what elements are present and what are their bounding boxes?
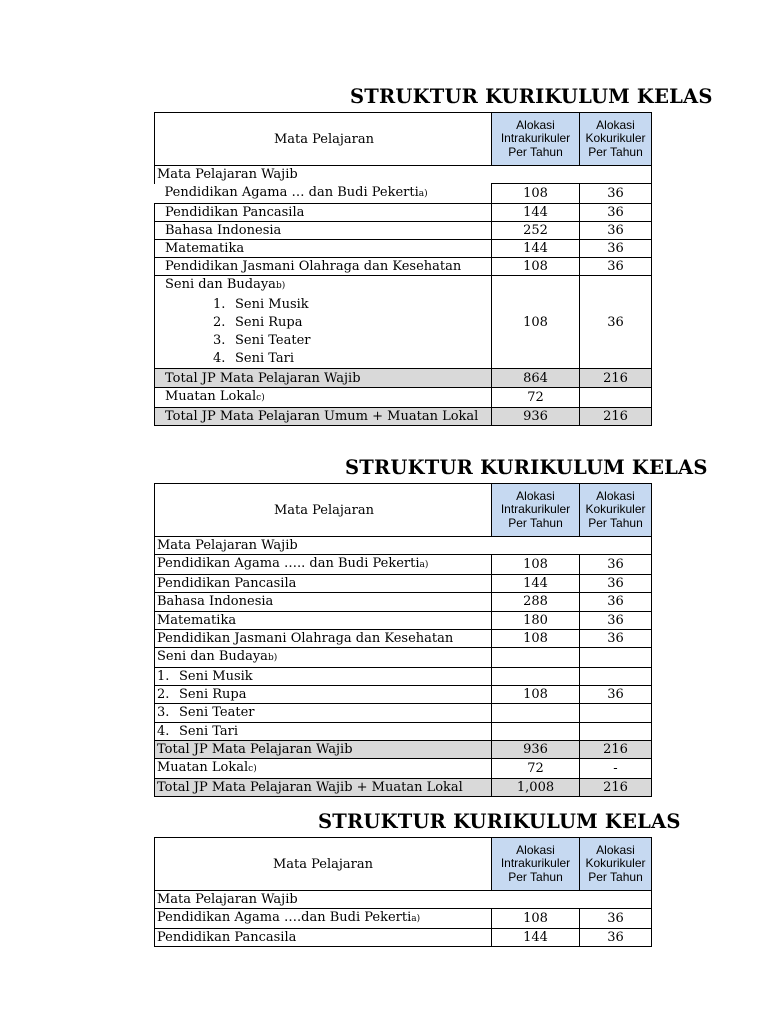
- seni-kokur: 36: [580, 276, 652, 369]
- row-kokur: 36: [580, 240, 652, 258]
- mulok-row: [155, 758, 652, 778]
- seni-header-row: [155, 647, 652, 667]
- mulok-row: [155, 387, 652, 407]
- section-2-title-wrap: [0, 456, 708, 479]
- row-kokur: 36: [580, 203, 652, 221]
- footnote-marker: b): [267, 652, 278, 663]
- curriculum-table-2: [154, 483, 652, 797]
- header-intrakurikuler: Alokasi Intrakurikuler Per Tahun: [492, 484, 580, 537]
- list-row: [155, 686, 652, 704]
- table-row: [155, 611, 652, 629]
- total-all-label: Total JP Mata Pelajaran Umum + Muatan Lokal: [155, 407, 492, 425]
- section-1-title-wrap: [0, 85, 713, 108]
- row-label: Pendidikan Jasmani Olahraga dan Kesehatan: [155, 258, 492, 276]
- header-intrakurikuler: Alokasi Intrakurikuler Per Tahun: [492, 838, 580, 891]
- row-label: Matematika: [155, 240, 492, 258]
- list-item: Seni Teater: [235, 333, 311, 349]
- seni-label: Seni dan Budaya: [157, 648, 268, 664]
- header-intrakurikuler: Alokasi Intrakurikuler Per Tahun: [492, 113, 580, 166]
- total-all-kokur: 216: [580, 778, 652, 796]
- list-number: 2.: [213, 314, 226, 330]
- table-row: [155, 555, 652, 575]
- table-row: [155, 203, 652, 221]
- total-kokur: 216: [580, 740, 652, 758]
- list-row: [155, 722, 652, 740]
- total-all-row: [155, 778, 652, 796]
- row-intra: 180: [492, 611, 580, 629]
- header-kokurikuler: Alokasi Kokurikuler Per Tahun: [580, 484, 652, 537]
- row-intra: 108: [492, 184, 580, 204]
- row-label: Pendidikan Agama ….dan Budi Pekerti: [157, 910, 412, 926]
- seni-row: [155, 276, 652, 369]
- row-kokur: 36: [580, 629, 652, 647]
- row-label: Bahasa Indonesia: [155, 593, 492, 611]
- header-mata-pelajaran: Mata Pelajaran: [155, 113, 492, 166]
- header-kokurikuler: Alokasi Kokurikuler Per Tahun: [580, 838, 652, 891]
- row-kokur: 36: [580, 593, 652, 611]
- list-number: 1.: [157, 669, 170, 685]
- list-item: Seni Rupa: [235, 314, 303, 330]
- mulok-kokur: [580, 387, 652, 407]
- footnote-marker: a): [418, 188, 428, 199]
- row-intra: 108: [492, 555, 580, 575]
- list-row: [155, 667, 652, 685]
- seni-intra: 108: [492, 276, 580, 369]
- row-intra: 144: [492, 240, 580, 258]
- section-1-title: STRUKTUR KURIKULUM KELAS: [350, 85, 713, 108]
- row-label: Pendidikan Pancasila: [155, 203, 492, 221]
- group-label: Mata Pelajaran Wajib: [155, 537, 652, 555]
- mulok-intra: 72: [492, 758, 580, 778]
- row-kokur: 36: [580, 575, 652, 593]
- total-intra: 864: [492, 369, 580, 387]
- row-kokur: 36: [580, 258, 652, 276]
- header-kokurikuler: Alokasi Kokurikuler Per Tahun: [580, 113, 652, 166]
- total-all-intra: 936: [492, 407, 580, 425]
- group-label: Mata Pelajaran Wajib: [155, 891, 652, 909]
- total-label: Total JP Mata Pelajaran Wajib: [155, 740, 492, 758]
- table-row: [155, 909, 652, 929]
- mulok-kokur: -: [580, 758, 652, 778]
- list-item: Seni Musik: [235, 296, 309, 312]
- total-label: Total JP Mata Pelajaran Wajib: [155, 369, 492, 387]
- list-number: 4.: [213, 351, 226, 367]
- footnote-marker: c): [256, 392, 265, 403]
- list-item: Seni Tari: [179, 723, 239, 739]
- row-label: Pendidikan Pancasila: [155, 575, 492, 593]
- footnote-marker: b): [275, 281, 286, 292]
- table-row: [155, 575, 652, 593]
- seni-kokur: 36: [580, 686, 652, 704]
- table-row: [155, 184, 652, 204]
- header-mata-pelajaran: Mata Pelajaran: [272, 856, 374, 872]
- footnote-marker: a): [411, 914, 421, 925]
- group-label: Mata Pelajaran Wajib: [155, 166, 652, 184]
- curriculum-table-3: [154, 837, 652, 947]
- row-kokur: 36: [580, 555, 652, 575]
- row-kokur: 36: [580, 909, 652, 929]
- header-mata-pelajaran: Mata Pelajaran: [155, 484, 492, 537]
- list-item: Seni Teater: [179, 705, 255, 721]
- list-number: 2.: [157, 687, 170, 703]
- row-kokur: 36: [580, 184, 652, 204]
- row-intra: 144: [492, 203, 580, 221]
- total-all-label: Total JP Mata Pelajaran Wajib + Muatan Lokal: [155, 778, 492, 796]
- total-kokur: 216: [580, 369, 652, 387]
- list-item: Seni Tari: [235, 351, 295, 367]
- row-label: Pendidikan Agama … dan Budi Pekerti: [164, 184, 419, 200]
- table-row: [155, 929, 652, 947]
- footnote-marker: a): [419, 560, 429, 571]
- row-intra: 108: [492, 909, 580, 929]
- table-row: [155, 593, 652, 611]
- table-row: [155, 240, 652, 258]
- row-kokur: 36: [580, 221, 652, 239]
- row-intra: 108: [492, 629, 580, 647]
- row-kokur: 36: [580, 929, 652, 947]
- mulok-label: Muatan Lokal: [157, 759, 249, 775]
- list-item: Seni Musik: [179, 669, 253, 685]
- mulok-label: Muatan Lokal: [165, 388, 257, 404]
- total-wajib-row: [155, 740, 652, 758]
- curriculum-table-1: [154, 112, 652, 426]
- row-label: Pendidikan Jasmani Olahraga dan Kesehatan: [155, 629, 492, 647]
- section-2-title: STRUKTUR KURIKULUM KELAS: [345, 456, 708, 479]
- list-item: Seni Rupa: [179, 687, 247, 703]
- row-kokur: 36: [580, 611, 652, 629]
- table-row: [155, 258, 652, 276]
- row-label: Matematika: [155, 611, 492, 629]
- mulok-intra: 72: [492, 387, 580, 407]
- list-number: 3.: [213, 333, 226, 349]
- row-intra: 252: [492, 221, 580, 239]
- row-intra: 144: [492, 929, 580, 947]
- table-row: [155, 629, 652, 647]
- total-all-kokur: 216: [580, 407, 652, 425]
- total-intra: 936: [492, 740, 580, 758]
- section-3-title-wrap: [0, 810, 681, 833]
- table-row: [155, 221, 652, 239]
- row-intra: 108: [492, 258, 580, 276]
- list-number: 1.: [213, 296, 226, 312]
- list-number: 4.: [157, 723, 170, 739]
- row-label: Pendidikan Pancasila: [155, 929, 492, 947]
- seni-intra: 108: [492, 686, 580, 704]
- row-label: Pendidikan Agama ….. dan Budi Pekerti: [157, 556, 420, 572]
- total-wajib-row: [155, 369, 652, 387]
- row-intra: 144: [492, 575, 580, 593]
- row-intra: 288: [492, 593, 580, 611]
- list-row: [155, 704, 652, 722]
- row-label: Bahasa Indonesia: [155, 221, 492, 239]
- total-all-row: [155, 407, 652, 425]
- section-3-title: STRUKTUR KURIKULUM KELAS: [318, 810, 681, 833]
- seni-label: Seni dan Budaya: [165, 277, 276, 293]
- list-number: 3.: [157, 705, 170, 721]
- footnote-marker: c): [248, 763, 257, 774]
- total-all-intra: 1,008: [492, 778, 580, 796]
